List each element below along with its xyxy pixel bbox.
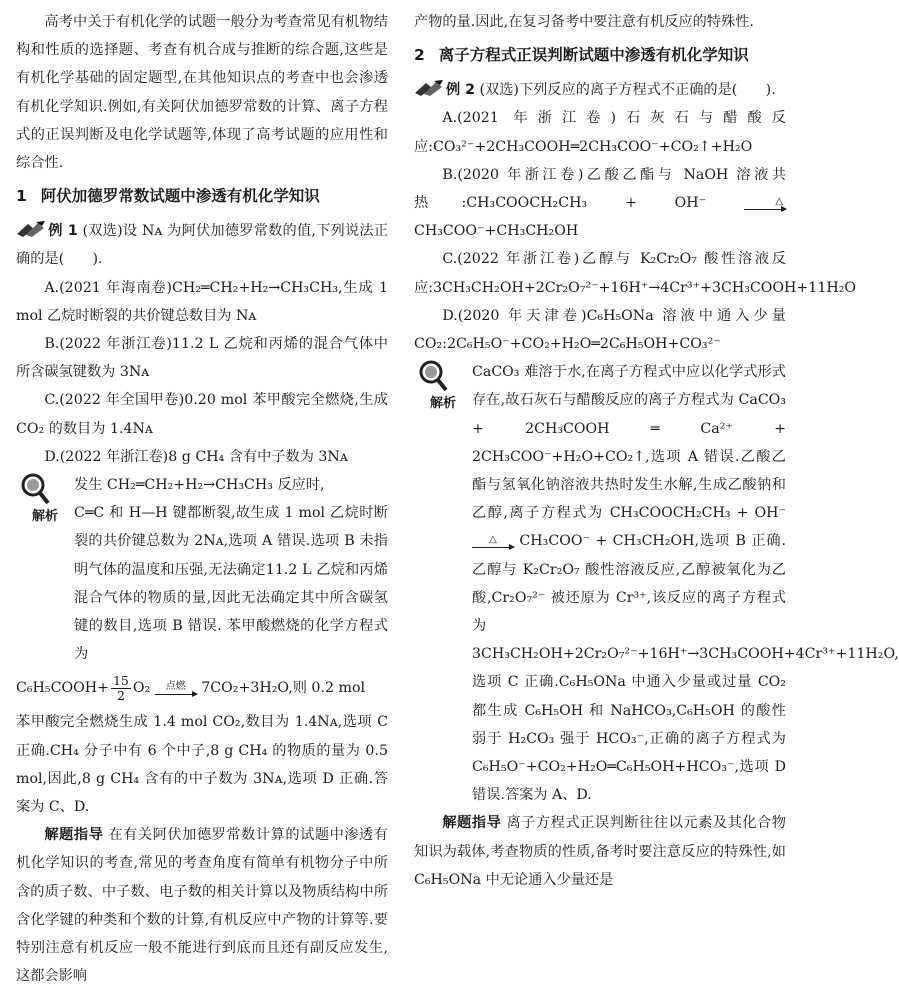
pen-book-icon (414, 79, 444, 97)
section-2-number: 2 (414, 46, 425, 65)
equation-right: 7CO₂+3H₂O,则 0.2 mol (201, 680, 366, 697)
magnifier-icon (16, 471, 76, 527)
example-2-label: 例 2 (446, 82, 475, 99)
example-2-stem (414, 76, 786, 104)
equation-o2: O₂ (132, 680, 151, 697)
guide-1-text: 在有关阿伏加德罗常数计算的试题中渗透有机化学知识的考查,常见的考查角度有简单有机物分子中所含的质子数、中子数、电子数的相关计算以及物质结构中所含化学键的种类和个数的计算,有机反应中产物的计算等.要特别注意有机反应一般不能进行到底而且还有副反应发生,这都会影响 (16, 827, 388, 985)
example-1-question: (双选)设 Nᴀ 为阿伏加德罗常数的值,下列说法正确的是( ). (16, 223, 389, 268)
example-2-option-d: D.(2020 年天津卷)C₆H₅ONa 溶液中通入少量CO₂:2C₆H₅O⁻+CO₂+H₂O═2C₆H₅OH+CO₃²⁻ (414, 307, 786, 353)
combustion-equation (16, 668, 388, 708)
example-1-option-b: B.(2022 年浙江卷)11.2 L 乙烷和丙烯的混合气体中所含碳氢键数为 3Nᴀ (16, 336, 388, 381)
pen-book-icon (16, 220, 46, 238)
analysis-2-label: 解析 (430, 396, 457, 412)
analysis-1-tail: 苯甲酸完全燃烧生成 1.4 mol CO₂,数目为 1.4Nᴀ,选项 C 正确.CH₄ 分子中有 6 个中子,8 g CH₄ 的物质的量为 0.5 mol,因此,8 g CH₄ 含有的中子数为 3Nᴀ,选项 D 正确.答案为 C、D. (16, 714, 388, 816)
intro-paragraph: 高考中关于有机化学的试题一般分为考查常见有机物结构和性质的选择题、考查有机合成与推断的综合题,这些是有机化学基础的固定题型,在其他知识点的考查中也会渗透有机化学知识.例如,有关阿伏加德罗常数的计算、离子方程式的正误判断及电化学试题等,体现了高考试题的应用性和综合性. (16, 14, 388, 172)
guide-2-text: 离子方程式正误判断往往以元素及其化合物知识为载体,考查物质的性质,备考时要注意反应的特殊性,如 C₆H₅ONa 中无论通入少量还是 (414, 815, 786, 888)
analysis-1-head: 发生 CH₂═CH₂+H₂→CH₃CH₃ 反应时, (74, 477, 325, 494)
section-2-title: 离子方程式正误判断试题中渗透有机化学知识 (438, 46, 749, 65)
ignite-arrow: 点燃 (155, 681, 197, 695)
analysis-2-block (414, 358, 899, 809)
example-1-stem (16, 217, 388, 273)
left-column (16, 8, 388, 991)
heat-arrow: △ (744, 196, 786, 210)
magnifier-icon (414, 358, 474, 414)
heat-arrow: △ (472, 534, 514, 548)
section-1-title: 阿伏加德罗常数试题中渗透有机化学知识 (40, 187, 320, 206)
example-1-option-d: D.(2022 年浙江卷)8 g CH₄ 含有中子数为 3Nᴀ (44, 448, 348, 465)
example-2-question: (双选)下列反应的离子方程式不正确的是( ). (479, 82, 776, 99)
example-2-option-a: A.(2021 年浙江卷)石灰石与醋酸反应:CO₃²⁻+2CH₃COOH═2CH₃COO⁻+CO₂↑+H₂O (414, 110, 786, 155)
section-2-heading (414, 40, 786, 70)
example-1-option-a: A.(2021 年海南卷)CH₂═CH₂+H₂→CH₃CH₃,生成 1 mol 乙烷时断裂的共价键总数目为 Nᴀ (16, 279, 388, 324)
equation-left: C₆H₅COOH+ (16, 680, 109, 697)
section-1-number: 1 (16, 187, 27, 206)
right-column (414, 8, 899, 894)
analysis-1-block (16, 471, 388, 668)
guide-1-label: 解题指导 (44, 827, 104, 844)
example-2-option-c: C.(2022 年浙江卷)乙醇与 K₂Cr₂O₇ 酸性溶液反应:3CH₃CH₂OH+2Cr₂O₇²⁻+16H⁺→4Cr³⁺+3CH₃COOH+11H₂O (414, 251, 857, 296)
analysis-1-body: C═C 和 H—H 键都断裂,故生成 1 mol 乙烷时断裂的共价键总数为 2Nᴀ,选项 A 错误.选项 B 未指明气体的温度和压强,无法确定11.2 L 乙烷和丙烯混合气体的物质的量,因此无法确定其中所含碳氢键的数目,选项 B 错误. 苯甲酸燃烧的化学方程式为 (74, 505, 388, 663)
guide-1-paragraph (16, 821, 388, 990)
example-1-option-c: C.(2022 年全国甲卷)0.20 mol 苯甲酸完全燃烧,生成 CO₂ 的数目为 1.4Nᴀ (16, 392, 388, 437)
analysis-1-label: 解析 (32, 509, 59, 525)
guide-2-label: 解题指导 (442, 815, 502, 832)
continued-paragraph: 产物的量.因此,在复习备考中要注意有机反应的特殊性. (414, 14, 754, 30)
example-2-option-b: B.(2020 年浙江卷)乙酸乙酯与 NaOH 溶液共热:CH₃COOCH₂CH₃ + OH⁻ △ CH₃COO⁻+CH₃CH₂OH (414, 166, 786, 240)
example-1-label: 例 1 (48, 223, 78, 240)
equation-fraction: $\frac{15}{2}$ (112, 672, 129, 703)
analysis-2-paragraph: CaCO₃ 难溶于水,在离子方程式中应以化学式形式存在,故石灰石与醋酸反应的离子方程式为 CaCO₃ + 2CH₃COOH ═ Ca²⁺ + 2CH₃COO⁻+H₂O+CO₂↑,选项 A 错误.乙酸乙酯与氢氧化钠溶液共热时发生水解,生成乙酸钠和乙醇,离子方程式为 CH₃COOCH₂CH₃ + OH⁻ △ CH₃COO⁻ + CH₃CH₂OH,选项 B 正确.乙醇与 K₂Cr₂O₇ 酸性溶液反应,乙醇被氧化为乙酸,Cr₂O₇²⁻ 被还原为 Cr³⁺,该反应的离子方程式为 3CH₃CH₂OH+2Cr₂O₇²⁻+16H⁺→3CH₃COOH+4Cr³⁺+11H₂O,选项 C 正确.C₆H₅ONa 中通入少量或过量 CO₂ 都生成 C₆H₅OH 和 NaHCO₃,C₆H₅OH 的酸性弱于 H₂CO₃ 强于 HCO₃⁻,正确的离子方程式为C₆H₅O⁻+CO₂+H₂O═C₆H₅OH+HCO₃⁻,选项 D 错误.答案为 A、D. (472, 364, 899, 804)
section-1-heading (16, 181, 388, 211)
guide-2-paragraph (414, 809, 786, 894)
